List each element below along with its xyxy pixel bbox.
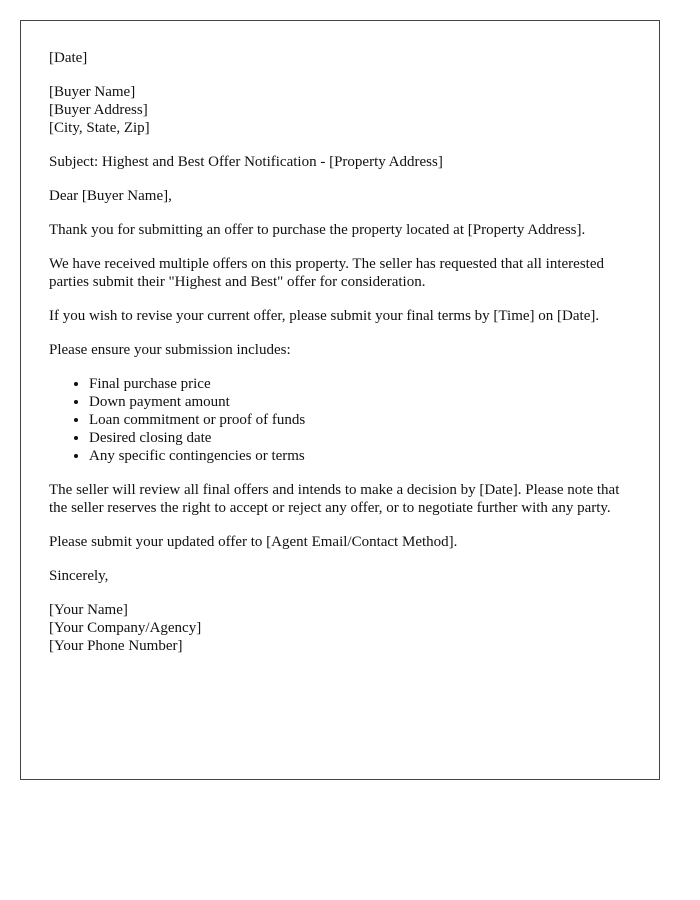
list-item: • Any specific contingencies or terms <box>89 447 631 465</box>
signature-company: [Your Company/Agency] <box>49 620 202 636</box>
list-intro: Please ensure your submission includes: <box>49 342 291 358</box>
paragraph-revise-offer: If you wish to revise your current offer, please submit your final terms by [Time] on [Date]. <box>49 308 600 324</box>
recipient-name: [Buyer Name] <box>49 84 136 100</box>
list-item: • Final purchase price <box>89 375 631 393</box>
signature-name: [Your Name] <box>49 602 128 618</box>
signature-block <box>49 601 631 655</box>
paragraph-thanks: Thank you for submitting an offer to purchase the property located at [Property Address]. <box>49 222 586 238</box>
salutation: Dear [Buyer Name], <box>49 188 172 204</box>
subject-line: Subject: Highest and Best Offer Notification - [Property Address] <box>49 154 443 170</box>
paragraph-multiple-offers: We have received multiple offers on this property. The seller has requested that all interested parties submit their "Highest and Best" offer for consideration. <box>49 256 604 290</box>
paragraph-review: The seller will review all final offers and intends to make a decision by [Date]. Please note that the seller reserves the right to accept or reject any offer, or to negotiate further with any party. <box>49 482 620 516</box>
letter-date: [Date] <box>49 50 88 66</box>
paragraph-submit: Please submit your updated offer to [Agent Email/Contact Method]. <box>49 534 458 550</box>
list-item: • Loan commitment or proof of funds <box>89 411 631 429</box>
recipient-city-state-zip: [City, State, Zip] <box>49 120 150 136</box>
letter-page <box>20 20 660 780</box>
list-item: • Down payment amount <box>89 393 631 411</box>
signature-phone: [Your Phone Number] <box>49 638 183 654</box>
closing: Sincerely, <box>49 568 109 584</box>
recipient-address: [Buyer Address] <box>49 102 148 118</box>
list-item: • Desired closing date <box>89 429 631 447</box>
recipient-block <box>49 83 631 137</box>
requirements-list <box>49 375 631 465</box>
